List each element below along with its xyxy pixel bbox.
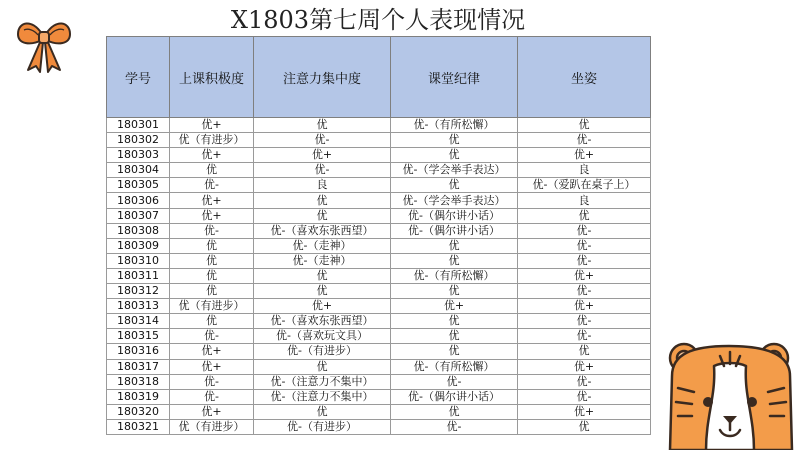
table-row (107, 344, 651, 359)
table-row (107, 118, 651, 133)
discipline-cell: 优-（学会举手表达） (391, 193, 518, 208)
table-row (107, 148, 651, 163)
student-id-cell: 180305 (107, 178, 170, 193)
attention-cell: 优 (254, 193, 391, 208)
participation-cell: 优+ (170, 193, 254, 208)
participation-cell: 优- (170, 374, 254, 389)
participation-cell: 优- (170, 223, 254, 238)
participation-cell: 优 (170, 314, 254, 329)
participation-cell: 优（有进步） (170, 133, 254, 148)
student-id-cell: 180303 (107, 148, 170, 163)
student-id-cell: 180309 (107, 238, 170, 253)
posture-cell: 优- (518, 253, 651, 268)
participation-cell: 优 (170, 284, 254, 299)
student-id-cell: 180301 (107, 118, 170, 133)
discipline-cell: 优- (391, 374, 518, 389)
posture-cell: 优 (518, 208, 651, 223)
discipline-cell: 优+ (391, 299, 518, 314)
posture-cell: 优+ (518, 359, 651, 374)
posture-cell: 优+ (518, 268, 651, 283)
posture-cell: 优- (518, 133, 651, 148)
attention-cell: 优-（注意力不集中） (254, 389, 391, 404)
discipline-cell: 优 (391, 314, 518, 329)
bow-icon (12, 12, 76, 76)
column-header-posture: 坐姿 (518, 37, 651, 118)
posture-cell: 优- (518, 329, 651, 344)
posture-cell: 优- (518, 389, 651, 404)
discipline-cell: 优-（偶尔讲小话） (391, 223, 518, 238)
table-row (107, 193, 651, 208)
table-row (107, 299, 651, 314)
tiger-face-icon (662, 336, 800, 450)
discipline-cell: 优 (391, 178, 518, 193)
participation-cell: 优+ (170, 344, 254, 359)
table-row (107, 178, 651, 193)
attention-cell: 优-（有进步） (254, 419, 391, 434)
participation-cell: 优 (170, 253, 254, 268)
attention-cell: 优 (254, 359, 391, 374)
student-id-cell: 180315 (107, 329, 170, 344)
participation-cell: 优+ (170, 404, 254, 419)
performance-table (106, 36, 651, 435)
posture-cell: 优- (518, 223, 651, 238)
student-id-cell: 180307 (107, 208, 170, 223)
attention-cell: 优 (254, 284, 391, 299)
attention-cell: 优-（喜欢东张西望） (254, 223, 391, 238)
table-row (107, 284, 651, 299)
student-id-cell: 180318 (107, 374, 170, 389)
attention-cell: 优 (254, 208, 391, 223)
attention-cell: 优-（走神） (254, 238, 391, 253)
column-header-participation: 上课积极度 (170, 37, 254, 118)
table-row (107, 314, 651, 329)
posture-cell: 优 (518, 344, 651, 359)
participation-cell: 优（有进步） (170, 299, 254, 314)
posture-cell: 良 (518, 163, 651, 178)
participation-cell: 优+ (170, 359, 254, 374)
student-id-cell: 180311 (107, 268, 170, 283)
report-sheet (106, 0, 650, 450)
posture-cell: 优+ (518, 404, 651, 419)
participation-cell: 优 (170, 238, 254, 253)
student-id-cell: 180312 (107, 284, 170, 299)
table-row (107, 374, 651, 389)
posture-cell: 优- (518, 374, 651, 389)
column-header-student-id: 学号 (107, 37, 170, 118)
table-row (107, 223, 651, 238)
discipline-cell: 优-（有所松懈） (391, 118, 518, 133)
posture-cell: 良 (518, 193, 651, 208)
attention-cell: 优+ (254, 148, 391, 163)
posture-cell: 优+ (518, 299, 651, 314)
attention-cell: 优-（注意力不集中） (254, 374, 391, 389)
participation-cell: 优- (170, 389, 254, 404)
discipline-cell: 优 (391, 133, 518, 148)
table-row (107, 359, 651, 374)
discipline-cell: 优 (391, 253, 518, 268)
attention-cell: 良 (254, 178, 391, 193)
table-row (107, 404, 651, 419)
attention-cell: 优 (254, 268, 391, 283)
page-title: X1803第七周个人表现情况 (230, 6, 526, 34)
posture-cell: 优- (518, 314, 651, 329)
student-id-cell: 180317 (107, 359, 170, 374)
table-row (107, 268, 651, 283)
table-row (107, 133, 651, 148)
participation-cell: 优+ (170, 118, 254, 133)
participation-cell: 优- (170, 178, 254, 193)
participation-cell: 优+ (170, 148, 254, 163)
posture-cell: 优 (518, 419, 651, 434)
attention-cell: 优- (254, 163, 391, 178)
participation-cell: 优- (170, 329, 254, 344)
attention-cell: 优-（走神） (254, 253, 391, 268)
table-row (107, 163, 651, 178)
discipline-cell: 优-（有所松懈） (391, 359, 518, 374)
posture-cell: 优- (518, 238, 651, 253)
posture-cell: 优- (518, 284, 651, 299)
discipline-cell: 优-（偶尔讲小话） (391, 208, 518, 223)
discipline-cell: 优-（学会举手表达） (391, 163, 518, 178)
student-id-cell: 180321 (107, 419, 170, 434)
posture-cell: 优-（爱趴在桌子上） (518, 178, 651, 193)
discipline-cell: 优 (391, 148, 518, 163)
student-id-cell: 180304 (107, 163, 170, 178)
table-row (107, 389, 651, 404)
student-id-cell: 180314 (107, 314, 170, 329)
discipline-cell: 优 (391, 284, 518, 299)
student-id-cell: 180319 (107, 389, 170, 404)
participation-cell: 优（有进步） (170, 419, 254, 434)
attention-cell: 优-（喜欢玩文具） (254, 329, 391, 344)
column-header-attention: 注意力集中度 (254, 37, 391, 118)
student-id-cell: 180302 (107, 133, 170, 148)
participation-cell: 优+ (170, 208, 254, 223)
student-id-cell: 180320 (107, 404, 170, 419)
attention-cell: 优 (254, 118, 391, 133)
discipline-cell: 优 (391, 344, 518, 359)
participation-cell: 优 (170, 268, 254, 283)
attention-cell: 优-（有进步） (254, 344, 391, 359)
table-header-row (107, 37, 651, 118)
discipline-cell: 优 (391, 404, 518, 419)
table-row (107, 419, 651, 434)
student-id-cell: 180313 (107, 299, 170, 314)
student-id-cell: 180308 (107, 223, 170, 238)
attention-cell: 优- (254, 133, 391, 148)
discipline-cell: 优- (391, 419, 518, 434)
table-row (107, 238, 651, 253)
attention-cell: 优+ (254, 299, 391, 314)
student-id-cell: 180306 (107, 193, 170, 208)
student-id-cell: 180310 (107, 253, 170, 268)
table-row (107, 253, 651, 268)
posture-cell: 优+ (518, 148, 651, 163)
attention-cell: 优 (254, 404, 391, 419)
discipline-cell: 优 (391, 238, 518, 253)
column-header-discipline: 课堂纪律 (391, 37, 518, 118)
attention-cell: 优-（喜欢东张西望） (254, 314, 391, 329)
student-id-cell: 180316 (107, 344, 170, 359)
posture-cell: 优 (518, 118, 651, 133)
discipline-cell: 优 (391, 329, 518, 344)
table-row (107, 329, 651, 344)
table-row (107, 208, 651, 223)
participation-cell: 优 (170, 163, 254, 178)
discipline-cell: 优-（有所松懈） (391, 268, 518, 283)
discipline-cell: 优-（偶尔讲小话） (391, 389, 518, 404)
